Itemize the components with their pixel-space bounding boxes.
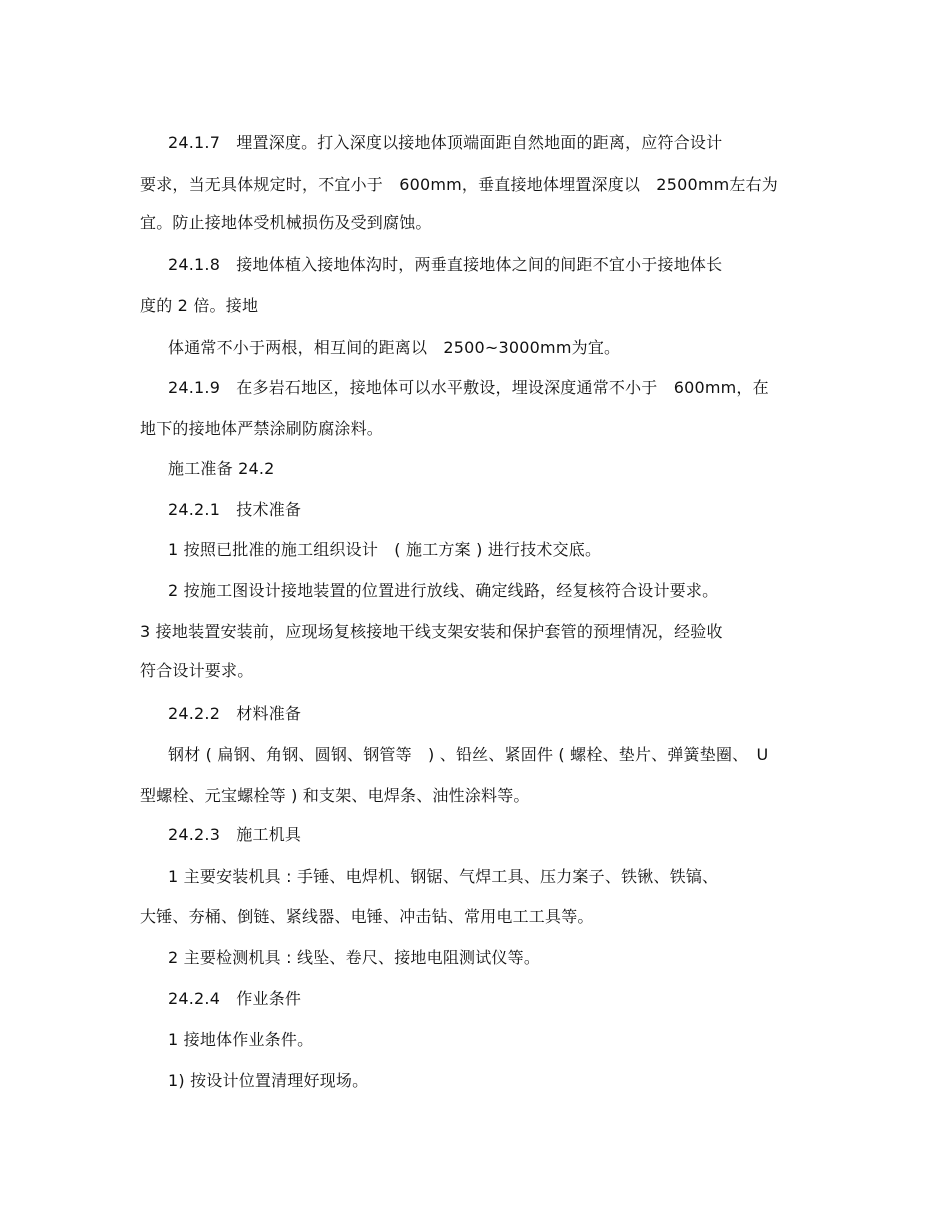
section-heading-24-2: 施工准备 24.2 — [168, 459, 275, 478]
text-line-5: 度的 2 倍。接地 — [140, 296, 259, 315]
text-line-1: 24.1.7 埋置深度。打入深度以接地体顶端面距自然地面的距离，应符合设计 — [168, 133, 723, 152]
text-line-11: 1 按照已批准的施工组织设计 ( 施工方案 ) 进行技术交底。 — [168, 540, 602, 559]
text-line-14: 符合设计要求。 — [140, 661, 254, 680]
text-line-23: 1 接地体作业条件。 — [168, 1030, 314, 1049]
subsection-heading-24-2-4: 24.2.4 作业条件 — [168, 989, 302, 1008]
text-line-13: 3 接地装置安装前，应现场复核接地干线支架安装和保护套管的预埋情况，经验收 — [140, 622, 723, 641]
text-line-6: 体通常不小于两根，相互间的距离以 2500~3000mm为宜。 — [168, 338, 621, 357]
subsection-heading-24-2-2: 24.2.2 材料准备 — [168, 704, 302, 723]
text-line-16: 钢材 ( 扁钢、角钢、圆钢、钢管等 ) 、铅丝、紧固件 ( 螺栓、垫片、弹簧垫圈、 U — [168, 745, 769, 764]
text-line-8: 地下的接地体严禁涂刷防腐涂料。 — [140, 419, 384, 438]
text-line-7: 24.1.9 在多岩石地区，接地体可以水平敷设，埋设深度通常不小于 600mm，在 — [168, 378, 769, 397]
text-line-4: 24.1.8 接地体植入接地体沟时，两垂直接地体之间的间距不宜小于接地体长 — [168, 255, 723, 274]
subsection-heading-24-2-3: 24.2.3 施工机具 — [168, 825, 302, 844]
subsection-heading-24-2-1: 24.2.1 技术准备 — [168, 500, 302, 519]
text-line-2: 要求，当无具体规定时，不宜小于 600mm，垂直接地体埋置深度以 2500mm左右为 — [140, 175, 779, 194]
text-line-20: 大锤、夯桶、倒链、紧线器、电锤、冲击钻、常用电工工具等。 — [140, 907, 594, 926]
text-line-19: 1 主要安装机具 : 手锤、电焊机、钢锯、气焊工具、压力案子、铁锹、铁镐、 — [168, 867, 719, 886]
text-line-12: 2 按施工图设计接地装置的位置进行放线、确定线路，经复核符合设计要求。 — [168, 581, 719, 600]
text-line-17: 型螺栓、元宝螺栓等 ) 和支架、电焊条、油性涂料等。 — [140, 786, 530, 805]
text-line-21: 2 主要检测机具 : 线坠、卷尺、接地电阻测试仪等。 — [168, 948, 541, 967]
text-line-3: 宜。防止接地体受机械损伤及受到腐蚀。 — [140, 213, 432, 232]
text-line-24: 1) 按设计位置清理好现场。 — [168, 1071, 369, 1090]
